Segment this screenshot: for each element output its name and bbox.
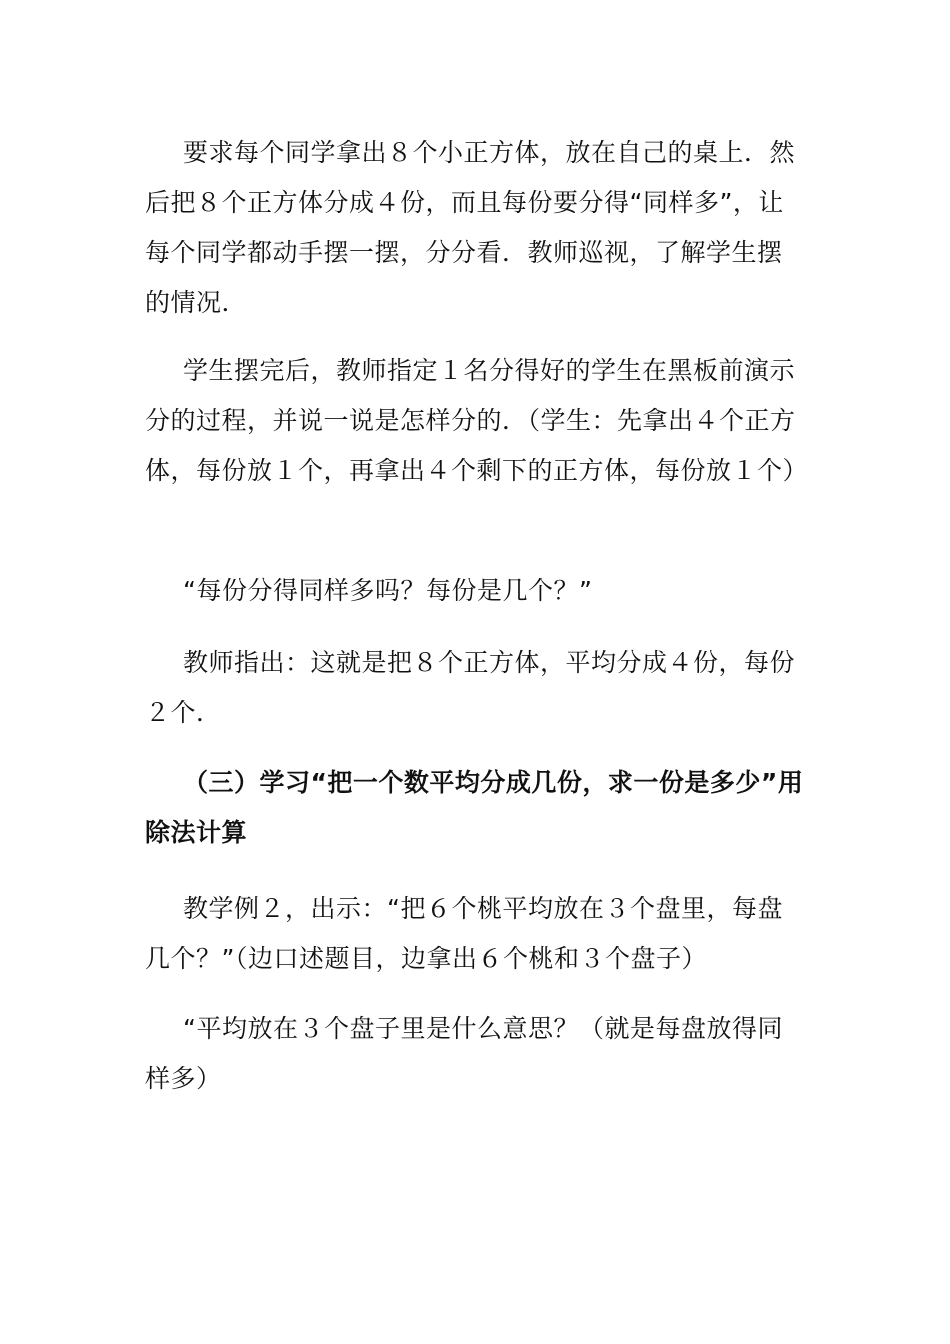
paragraph-teacher-summary: 教师指出：这就是把８个正方体，平均分成４份，每份２个．: [145, 648, 796, 727]
paragraph-meaning-question: “平均放在３个盘子里是什么意思？（就是每盘放得同样多）: [145, 1014, 783, 1093]
section-heading: （三）学习“把一个数平均分成几份，求一份是多少”用除法计算: [145, 768, 804, 847]
paragraph-example-2: 教学例２，出示：“把６个桃平均放在３个盘里，每盘几个？”（边口述题目，边拿出６个桃和３个盘子）: [145, 894, 783, 973]
paragraph-question: “每份分得同样多吗？每份是几个？”: [183, 576, 593, 605]
paragraph-student-demo: 学生摆完后，教师指定１名分得好的学生在黑板前演示分的过程，并说一说是怎样分的．（学生：先拿出４个正方体，每份放１个，再拿出４个剩下的正方体，每份放１个）: [145, 356, 809, 485]
paragraph-cube-activity: 要求每个同学拿出８个小正方体，放在自己的桌上．然后把８个正方体分成４份，而且每份要分得“同样多”，让每个同学都动手摆一摆，分分看．教师巡视，了解学生摆的情况．: [145, 138, 796, 317]
